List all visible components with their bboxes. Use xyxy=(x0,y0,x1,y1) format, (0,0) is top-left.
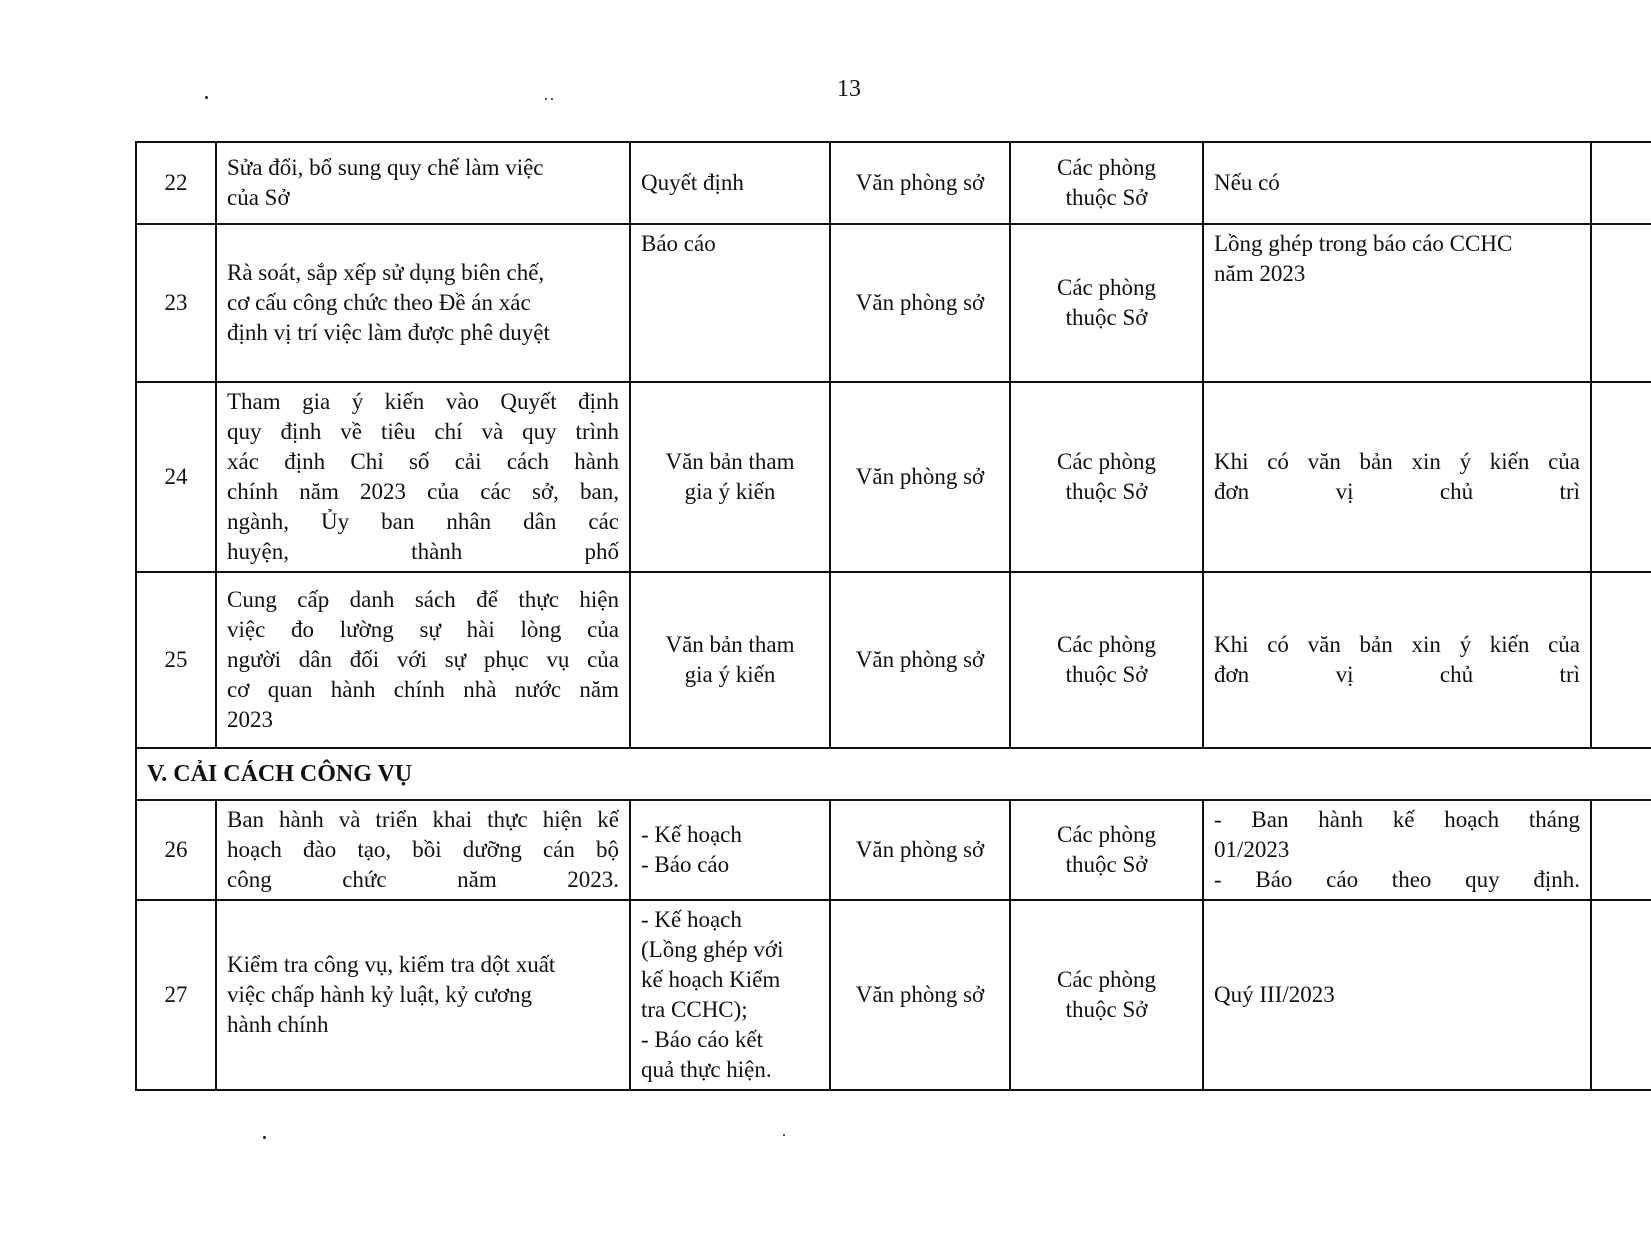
note-cell xyxy=(1591,224,1651,382)
note-cell xyxy=(1591,900,1651,1090)
timeline-cell xyxy=(1203,900,1591,1090)
table-row xyxy=(136,142,1651,224)
scan-speck xyxy=(205,96,208,99)
product-cell xyxy=(630,224,830,382)
row-number: 26 xyxy=(136,800,216,900)
table-row xyxy=(136,800,1651,900)
task-cell xyxy=(216,800,630,900)
task-plan-table xyxy=(135,141,1651,1091)
cell-line: - Báo cáo kết xyxy=(641,1027,763,1052)
cell-line: quả thực hiện. xyxy=(641,1057,772,1082)
cell-line: Ban hành và triển khai thực hiện kế xyxy=(227,807,619,832)
coordinating-unit-cell xyxy=(1010,800,1203,900)
cell-line: (Lồng ghép với xyxy=(641,937,784,962)
timeline-cell xyxy=(1203,224,1591,382)
table-row xyxy=(136,224,1651,382)
cell-line: thuộc Sở xyxy=(1065,662,1148,687)
coordinating-unit-cell xyxy=(1010,900,1203,1090)
cell-line: Các phòng xyxy=(1056,449,1156,474)
row-number: 27 xyxy=(136,900,216,1090)
scan-speck xyxy=(551,98,553,100)
product-cell xyxy=(630,142,830,224)
cell-line: Rà soát, sắp xếp sử dụng biên chế, xyxy=(227,260,545,285)
cell-line: Văn bản tham xyxy=(665,449,795,474)
coordinating-unit-cell xyxy=(1010,142,1203,224)
row-number: 24 xyxy=(136,382,216,572)
product-cell xyxy=(630,382,830,572)
cell-line: công chức năm 2023. xyxy=(227,867,619,892)
product-cell xyxy=(630,900,830,1090)
cell-line: tra CCHC); xyxy=(641,997,748,1022)
scan-speck xyxy=(783,1134,785,1136)
cell-line: 2023 xyxy=(227,707,273,732)
task-cell xyxy=(216,572,630,748)
scan-speck xyxy=(545,98,547,100)
cell-line: Các phòng xyxy=(1056,275,1156,300)
cell-line: Các phòng xyxy=(1056,822,1156,847)
task-cell xyxy=(216,382,630,572)
cell-line: Cung cấp danh sách để thực hiện xyxy=(227,587,619,612)
cell-line: cơ cấu công chức theo Đề án xác xyxy=(227,290,531,315)
cell-line: năm 2023 xyxy=(1214,261,1306,286)
task-cell xyxy=(216,224,630,382)
task-cell xyxy=(216,142,630,224)
table-body-before-section xyxy=(136,142,1651,748)
timeline-cell xyxy=(1203,382,1591,572)
cell-line: Lồng ghép trong báo cáo CCHC xyxy=(1214,231,1513,256)
cell-line: Khi có văn bản xin ý kiến của xyxy=(1214,632,1580,657)
cell-line: Các phòng xyxy=(1056,632,1156,657)
note-cell xyxy=(1591,572,1651,748)
cell-line: đơn vị chủ trì xyxy=(1214,662,1580,687)
row-number: 23 xyxy=(136,224,216,382)
cell-line: quy định về tiêu chí và quy trình xyxy=(227,419,619,444)
cell-line: - Báo cáo theo quy định. xyxy=(1214,867,1580,892)
cell-line: thuộc Sở xyxy=(1065,997,1148,1022)
cell-line: của Sở xyxy=(227,185,290,210)
product-cell xyxy=(630,800,830,900)
note-cell xyxy=(1591,382,1651,572)
cell-line: - Ban hành kế hoạch tháng xyxy=(1214,807,1580,832)
page-number: 13 xyxy=(837,76,861,102)
row-number: 25 xyxy=(136,572,216,748)
section-title: V. CẢI CÁCH CÔNG VỤ xyxy=(136,748,1651,800)
lead-unit-cell: Văn phòng sở xyxy=(830,572,1010,748)
cell-line: Các phòng xyxy=(1056,155,1156,180)
cell-line: Quý III/2023 xyxy=(1214,982,1335,1007)
cell-line: định vị trí việc làm được phê duyệt xyxy=(227,320,550,345)
cell-line: - Kế hoạch xyxy=(641,907,742,932)
coordinating-unit-cell xyxy=(1010,224,1203,382)
cell-line: người dân đối với sự phục vụ của xyxy=(227,647,619,672)
cell-line: đơn vị chủ trì xyxy=(1214,479,1580,504)
cell-line: ngành, Ủy ban nhân dân các xyxy=(227,509,619,534)
cell-line: thuộc Sở xyxy=(1065,852,1148,877)
cell-line: việc chấp hành kỷ luật, kỷ cương xyxy=(227,982,533,1007)
cell-line: cơ quan hành chính nhà nước năm xyxy=(227,677,619,702)
timeline-cell xyxy=(1203,142,1591,224)
cell-line: Các phòng xyxy=(1056,967,1156,992)
cell-line: - Báo cáo xyxy=(641,852,730,877)
table-row xyxy=(136,382,1651,572)
note-cell xyxy=(1591,142,1651,224)
task-cell xyxy=(216,900,630,1090)
cell-line: Kiểm tra công vụ, kiểm tra dột xuất xyxy=(227,952,556,977)
table-row xyxy=(136,900,1651,1090)
cell-line: kế hoạch Kiểm xyxy=(641,967,781,992)
cell-line: thuộc Sở xyxy=(1065,305,1148,330)
lead-unit-cell: Văn phòng sở xyxy=(830,224,1010,382)
cell-line: Văn bản tham xyxy=(665,632,795,657)
lead-unit-cell: Văn phòng sở xyxy=(830,382,1010,572)
cell-line: hành chính xyxy=(227,1012,329,1037)
cell-line: Sửa đổi, bổ sung quy chế làm việc xyxy=(227,155,544,180)
table-row xyxy=(136,572,1651,748)
cell-line: - Kế hoạch xyxy=(641,822,742,847)
note-cell xyxy=(1591,800,1651,900)
section-row xyxy=(136,748,1651,800)
cell-line: thuộc Sở xyxy=(1065,185,1148,210)
cell-line: Tham gia ý kiến vào Quyết định xyxy=(227,389,619,414)
coordinating-unit-cell xyxy=(1010,572,1203,748)
cell-line: Quyết định xyxy=(641,170,744,195)
cell-line: xác định Chỉ số cải cách hành xyxy=(227,449,619,474)
scan-speck xyxy=(263,1136,266,1139)
row-number: 22 xyxy=(136,142,216,224)
timeline-cell xyxy=(1203,800,1591,900)
cell-line: việc đo lường sự hài lòng của xyxy=(227,617,619,642)
product-cell xyxy=(630,572,830,748)
lead-unit-cell: Văn phòng sở xyxy=(830,142,1010,224)
cell-line: huyện, thành phố xyxy=(227,539,619,564)
coordinating-unit-cell xyxy=(1010,382,1203,572)
cell-line: hoạch đào tạo, bồi dưỡng cán bộ xyxy=(227,837,619,862)
cell-line: gia ý kiến xyxy=(684,662,776,687)
cell-line: chính năm 2023 của các sở, ban, xyxy=(227,479,619,504)
lead-unit-cell: Văn phòng sở xyxy=(830,900,1010,1090)
cell-line: Khi có văn bản xin ý kiến của xyxy=(1214,449,1580,474)
cell-line: thuộc Sở xyxy=(1065,479,1148,504)
cell-line: 01/2023 xyxy=(1214,837,1290,862)
table-body-after-section xyxy=(136,800,1651,1090)
cell-line: Báo cáo xyxy=(641,231,716,256)
timeline-cell xyxy=(1203,572,1591,748)
cell-line: gia ý kiến xyxy=(684,479,776,504)
cell-line: Nếu có xyxy=(1214,170,1280,195)
lead-unit-cell: Văn phòng sở xyxy=(830,800,1010,900)
